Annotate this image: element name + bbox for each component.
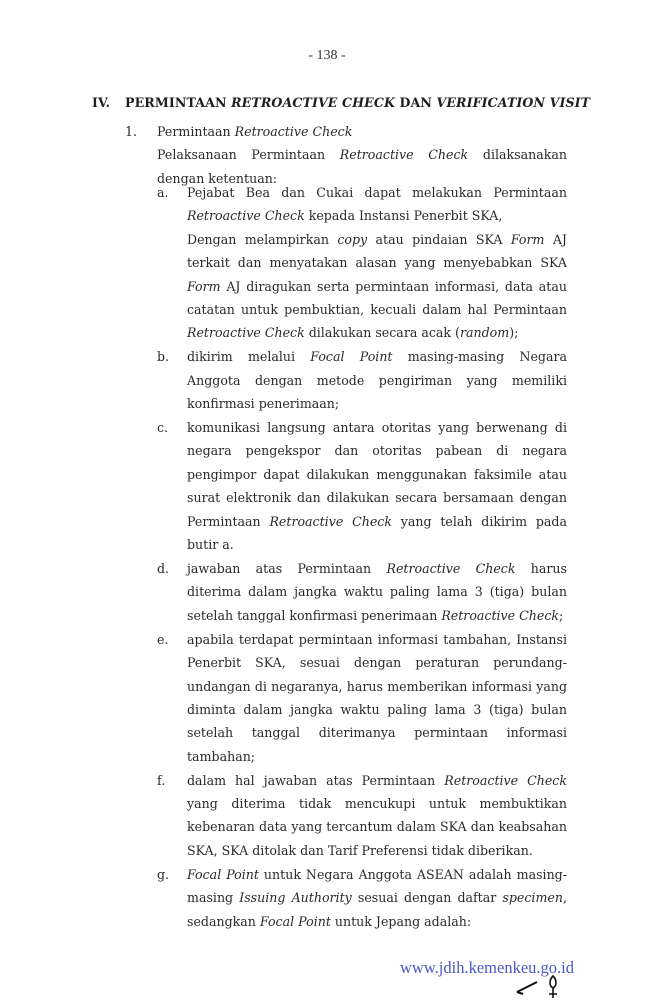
- signature-initial-icon: [515, 972, 575, 1000]
- subsection-1: [125, 120, 567, 190]
- item-label: f.: [157, 772, 166, 788]
- list-item-d: [157, 557, 567, 627]
- text-run: Retroactive Check: [269, 513, 392, 529]
- item-list: [157, 181, 567, 934]
- text-run: ;: [559, 607, 564, 623]
- item-label: b.: [157, 349, 170, 365]
- subsection-title: [157, 120, 567, 143]
- text-run: specimen: [502, 890, 563, 906]
- text-run: atau pindaian SKA: [367, 231, 511, 247]
- text-run: AJ terkait dan menyatakan alasan yang menyebabkan SKA: [187, 231, 567, 271]
- text-run: Retroactive Check: [441, 607, 560, 623]
- text-run: kepada Instansi Penerbit SKA,: [304, 208, 503, 224]
- text-run: Form: [510, 231, 545, 247]
- text-run: dikirim melalui: [187, 349, 311, 365]
- item-paragraph: apabila terdapat permintaan informasi tambahan, Instansi Penerbit SKA, sesuai dengan peraturan perundang-undangan di negaranya, harus memberikan informasi yang diminta dalam jangka waktu paling lama 3 (tiga) bulan setelah tanggal diterimanya permintaan informasi tambahan;: [187, 631, 567, 764]
- subsection-number: 1.: [125, 124, 138, 139]
- item-label: g.: [157, 866, 170, 882]
- list-item-e: [157, 628, 567, 768]
- heading-part: RETROACTIVE CHECK: [231, 95, 395, 110]
- text-run: Form: [187, 278, 221, 294]
- section-numeral: IV.: [92, 95, 111, 110]
- text-run: Issuing Authority: [239, 890, 352, 906]
- text-run: Dengan melampirkan: [187, 231, 338, 247]
- text-run: jawaban atas Permintaan: [187, 561, 387, 576]
- item-paragraph: [187, 181, 567, 228]
- item-paragraph: [187, 345, 567, 415]
- item-label: a.: [157, 185, 169, 200]
- list-item-a: [157, 181, 567, 345]
- text-run: copy: [337, 231, 368, 247]
- text-run: Permintaan: [157, 124, 235, 139]
- text-run: Retroactive Check: [187, 325, 305, 341]
- footer-url-link[interactable]: www.jdih.kemenkeu.go.id: [400, 958, 574, 977]
- text-run: Focal Point: [310, 349, 393, 365]
- text-run: harus diterima dalam jangka waktu paling lama 3 (tiga) bulan setelah tanggal konfirmasi penerimaan: [187, 561, 567, 623]
- list-item-c: [157, 416, 567, 556]
- item-paragraph: [187, 416, 567, 556]
- page-number: - 138 -: [308, 48, 346, 63]
- text-run: Retroactive Check: [234, 124, 353, 139]
- list-item-g: [157, 863, 567, 933]
- text-run: , sedangkan: [187, 890, 567, 929]
- text-run: yang telah dikirim pada butir a.: [187, 513, 567, 553]
- text-run: Retroactive Check: [444, 772, 567, 788]
- text-run: untuk Jepang adalah:: [330, 913, 472, 929]
- text-run: Retroactive Check: [339, 147, 469, 163]
- text-run: );: [509, 325, 519, 341]
- text-run: random: [459, 325, 510, 341]
- text-run: dilakukan secara acak (: [304, 325, 460, 341]
- item-label: e.: [157, 631, 169, 647]
- text-run: AJ diragukan serta permintaan informasi, data atau catatan untuk pembuktian, kecuali dalam hal Permintaan: [187, 278, 567, 318]
- item-label: c.: [157, 420, 169, 436]
- item-label: d.: [157, 561, 170, 576]
- text-run: Focal Point: [259, 913, 331, 929]
- text-run: yang diterima tidak mencukupi untuk membuktikan kebenaran data yang tercantum dalam SKA dan keabsahan SKA, SKA ditolak dan Tarif Preferensi tidak diberikan.: [187, 796, 567, 858]
- text-run: untuk Negara Anggota ASEAN adalah masing-masing: [187, 866, 567, 906]
- section-heading: [92, 95, 590, 110]
- list-item-f: [157, 769, 567, 863]
- heading-part: VERIFICATION VISIT: [436, 95, 591, 110]
- item-paragraph: [187, 863, 567, 933]
- text-run: dalam hal jawaban atas Permintaan: [187, 772, 445, 788]
- list-item-b: [157, 345, 567, 415]
- text-run: dilaksanakan dengan ketentuan:: [157, 147, 567, 186]
- item-paragraph: [187, 769, 567, 863]
- text-run: sesuai dengan daftar: [351, 890, 503, 906]
- text-run: Focal Point: [187, 866, 259, 882]
- text-run: masing-masing Negara Anggota dengan metode pengiriman yang memiliki konfirmasi penerimaan;: [187, 349, 568, 412]
- text-run: Pejabat Bea dan Cukai dapat melakukan Permintaan: [187, 185, 567, 200]
- heading-part: PERMINTAAN: [125, 95, 232, 110]
- text-run: Retroactive Check: [386, 561, 516, 576]
- heading-part: DAN: [395, 95, 437, 110]
- item-paragraph: [187, 228, 567, 345]
- text-run: komunikasi langsung antara otoritas yang berwenang di negara pengekspor dan otoritas pabean di negara pengimpor dapat dilakukan menggunakan faksimile atau surat elektronik dan dilakukan secara bersamaan dengan Permintaan: [187, 420, 567, 529]
- item-paragraph: [187, 557, 567, 627]
- text-run: Retroactive Check: [187, 208, 305, 224]
- text-run: Pelaksanaan Permintaan: [157, 147, 340, 163]
